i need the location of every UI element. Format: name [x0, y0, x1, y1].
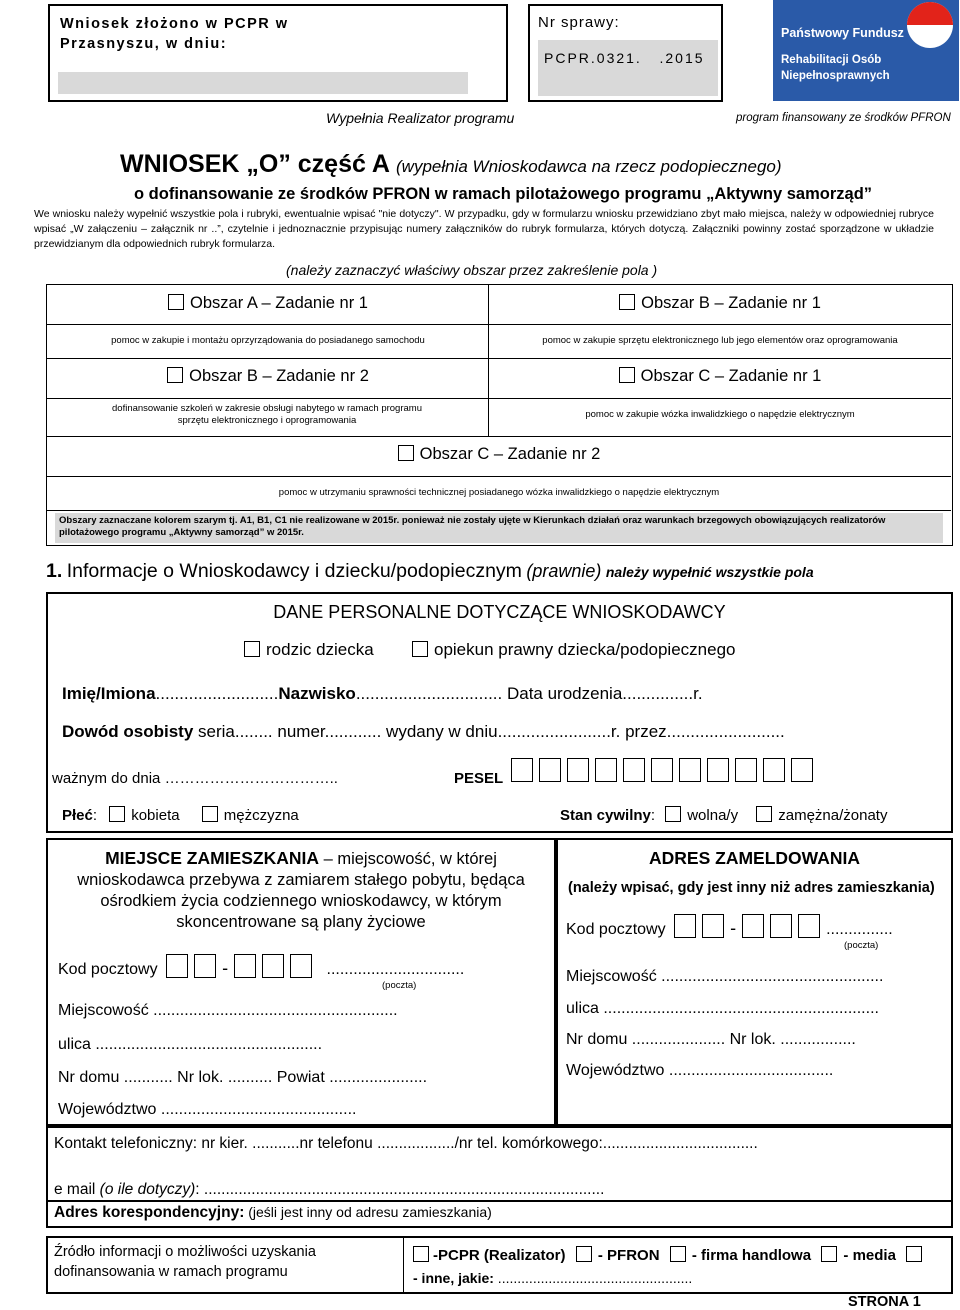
res-postcode-row[interactable]: Kod pocztowy - ............................... — [58, 954, 464, 979]
phone-row[interactable]: Kontakt telefoniczny: nr kier. ...........nr telefonu ................../nr tel. komórkowego:.................................... — [54, 1135, 758, 1152]
area-b1-title[interactable]: Obszar B – Zadanie nr 1 — [489, 294, 951, 313]
funding-note: program finansowany ze środków PFRON — [736, 112, 951, 124]
res-street-row[interactable]: ulica ................................................... — [58, 1036, 323, 1053]
sex-row[interactable]: Płeć: kobieta mężczyzna — [62, 807, 299, 824]
civil-row[interactable]: Stan cywilny: wolna/y zamężna/żonaty — [560, 807, 888, 824]
submitted-date-field[interactable] — [58, 72, 468, 94]
case-number-field[interactable] — [538, 40, 718, 96]
pfron-logo — [773, 0, 959, 101]
section1-heading: 1. Informacje o Wnioskodawcy i dziecku/podopiecznym (prawnie) należy wypełnić wszystkie pola — [46, 560, 814, 582]
area-c1-checkbox[interactable] — [619, 367, 635, 383]
area-c2-desc: pomoc w utrzymaniu sprawności technicznej posiadanego wózka inwalidzkiego o napędzie elektrycznym — [278, 487, 720, 498]
correspondence-box — [46, 1202, 953, 1228]
form-title — [120, 150, 920, 179]
residence-box — [46, 838, 556, 1126]
area-b1-desc: pomoc w zakupie sprzętu elektronicznego lub jego elementów oraz oprogramowania — [542, 335, 898, 346]
areas-table — [46, 284, 953, 546]
opt-parent[interactable]: rodzic dziecka — [244, 640, 374, 660]
reg-poczta: (poczta) — [844, 940, 879, 951]
case-number: PCPR.0321. .2015 — [544, 50, 705, 66]
area-c1-title[interactable]: Obszar C – Zadanie nr 1 — [489, 367, 951, 386]
area-b2-checkbox[interactable] — [167, 367, 183, 383]
logo-circle-icon — [907, 2, 953, 48]
area-a1-desc: pomoc w zakupie i montażu oprzyrządowania do posiadanego samochodu — [111, 335, 425, 346]
single-checkbox[interactable] — [665, 806, 681, 822]
area-c1-desc: pomoc w zakupie wózka inwalidzkiego o napędzie elektrycznym — [585, 409, 855, 420]
source-options-row2[interactable]: - inne, jakie: .................................................. — [413, 1270, 693, 1286]
submitted-box — [48, 4, 508, 102]
submitted-label: Wniosek złożono w PCPR w Przasnyszu, w dniu: — [60, 16, 289, 52]
reg-voiv-row[interactable]: Województwo ..................................... — [566, 1062, 834, 1079]
case-label: Nr sprawy: — [538, 14, 620, 31]
name-row[interactable]: Imię/Imiona..........................Nazwisko............................... Data urodzenia...............r. — [62, 684, 703, 703]
pesel-label: PESEL — [454, 770, 504, 787]
area-b2-desc: dofinansowanie szkoleń w zakresie obsługi nabytego w ramach programu sprzętu elektronicznego i oprogramowania — [112, 403, 422, 426]
correspondence-row[interactable]: Adres korespondencyjny: (jeśli jest inny od adresu zamieszkania) — [54, 1204, 492, 1221]
area-a1-checkbox[interactable] — [168, 294, 184, 310]
grey-note: Obszary zaznaczane kolorem szarym tj. A1, B1, C1 nie realizowane w 2015r. ponieważ nie zostały ujęte w Kierunkach działań oraz warunkach brzegowych obowiązujących realizatorów pilotażowego programu „Aktywny samorząd” w 2015r. — [55, 513, 943, 543]
opt-guardian[interactable]: opiekun prawny dziecka/podopiecznego — [412, 640, 735, 660]
area-b1-checkbox[interactable] — [619, 294, 635, 310]
email-row[interactable]: e mail (o ile dotyczy): ............................................................................................. — [54, 1181, 605, 1198]
form-title-main: WNIOSEK „O” część A — [120, 150, 390, 178]
instructions: We wniosku należy wypełnić wszystkie pola i rubryki, ewentualnie wpisać "nie dotyczy". W przypadku, gdy w formularzu wniosku przewidziano zbyt mało miejsca, należy w odpowiedniej rubryce wpisać „W załączeniu – załącznik nr ..”, czytelnie i jednoznacznie przypisując numery załączników do rubryk formularza, których dotyczą. Załączniki powinny zostać sporządzone w układzie przewidzianym dla odpowiednich rubryk formularza. — [34, 208, 934, 250]
area-hint: (należy zaznaczyć właściwy obszar przez zakreślenie pola ) — [286, 262, 658, 278]
page-number: STRONA 1 — [848, 1294, 921, 1310]
source-options-row1[interactable]: -PCPR (Realizator) - PFRON - firma handlowa - media — [413, 1246, 922, 1264]
area-a1-title[interactable]: Obszar A – Zadanie nr 1 — [47, 294, 489, 313]
personal-data-box — [46, 592, 953, 833]
pesel-boxes[interactable] — [511, 758, 819, 783]
realizator-note: Wypełnia Realizator programu — [326, 110, 515, 126]
area-b2-title[interactable]: Obszar B – Zadanie nr 2 — [47, 367, 489, 386]
id-row[interactable]: Dowód osobisty seria........ numer............ wydany w dniu........................r. przez......................... — [62, 722, 785, 741]
residence-heading: MIEJSCE ZAMIESZKANIA – miejscowość, w której wnioskodawca przebywa z zamiarem stałego pobytu, będąca ośrodkiem życia codziennego wnioskodawcy, w którym skoncentrowane są plany życiowe — [77, 848, 525, 931]
valid-row[interactable]: ważnym do dnia …………………………….. — [52, 770, 338, 787]
res-voiv-row[interactable]: Województwo ............................................ — [58, 1101, 357, 1118]
source-label: Źródło informacji o możliwości uzyskania dofinansowania w ramach programu — [54, 1244, 316, 1280]
reg-town-row[interactable]: Miejscowość .................................................. — [566, 968, 884, 985]
area-c2-checkbox[interactable] — [398, 445, 414, 461]
source-box — [46, 1236, 953, 1294]
case-box — [528, 4, 723, 102]
res-town-row[interactable]: Miejscowość ....................................................... — [58, 1002, 398, 1019]
registered-box — [556, 838, 953, 1126]
female-checkbox[interactable] — [109, 806, 125, 822]
res-house-row[interactable]: Nr domu ........... Nr lok. .......... Powiat ...................... — [58, 1069, 428, 1086]
form-subtitle: o dofinansowanie ze środków PFRON w ramach pilotażowego programu „Aktywny samorząd” — [134, 185, 873, 203]
reg-street-row[interactable]: ulica .............................................................. — [566, 1000, 879, 1017]
contact-box — [46, 1126, 953, 1202]
logo-line-1: Państwowy Fundusz — [781, 26, 904, 40]
area-c2-title[interactable]: Obszar C – Zadanie nr 2 — [47, 445, 951, 464]
res-poczta: (poczta) — [382, 980, 417, 991]
logo-line-2: Rehabilitacji Osób — [781, 54, 882, 66]
logo-line-3: Niepełnosprawnych — [781, 70, 890, 82]
parent-checkbox[interactable] — [244, 641, 260, 657]
registered-heading: ADRES ZAMELDOWANIA — [649, 848, 860, 868]
form-title-sub: (wypełnia Wnioskodawca na rzecz podopiecznego) — [396, 157, 782, 176]
personal-heading: DANE PERSONALNE DOTYCZĄCE WNIOSKODAWCY — [273, 602, 726, 622]
male-checkbox[interactable] — [202, 806, 218, 822]
guardian-checkbox[interactable] — [412, 641, 428, 657]
reg-house-row[interactable]: Nr domu ..................... Nr lok. ................. — [566, 1031, 856, 1048]
registered-note: (należy wpisać, gdy jest inny niż adres zamieszkania) — [568, 880, 935, 896]
married-checkbox[interactable] — [756, 806, 772, 822]
reg-postcode-row[interactable]: Kod pocztowy - ............... — [566, 914, 893, 939]
